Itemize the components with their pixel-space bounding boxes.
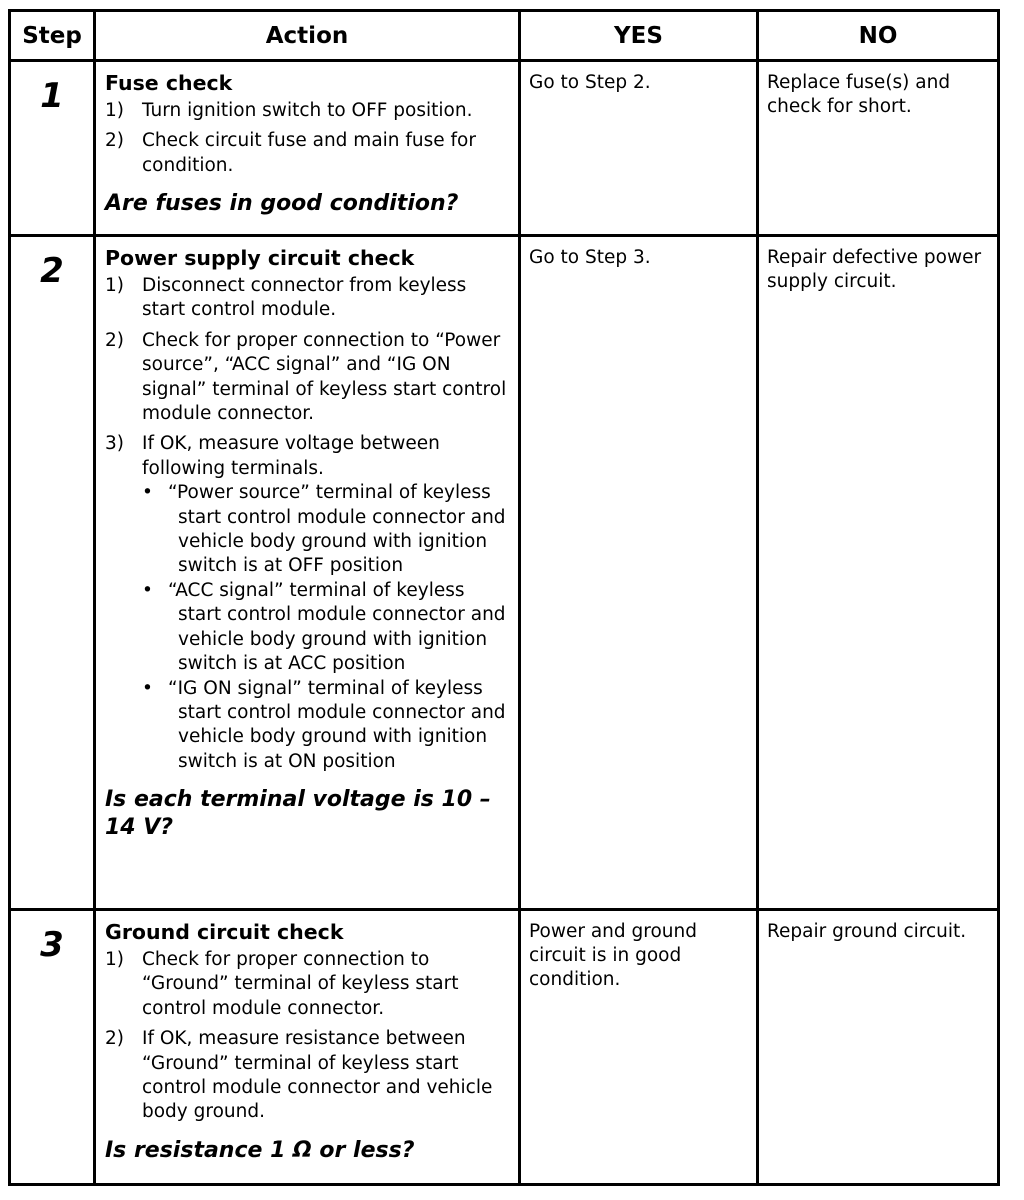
action-steps — [105, 99, 510, 178]
step-text: Check for proper connection to “Power source”, “ACC signal” and “IG ON signal” terminal of keyless start control module connector. — [142, 329, 507, 425]
step-number: 2 — [40, 251, 64, 291]
action-step — [105, 129, 510, 178]
action-step — [105, 99, 510, 123]
bullet-icon: • — [142, 482, 153, 504]
terminal-item — [142, 481, 510, 579]
no-cell — [758, 236, 999, 910]
step-cell — [10, 910, 95, 1185]
terminal-item — [142, 579, 510, 677]
header-row — [10, 11, 999, 61]
check-question: Is resistance 1 Ω or less? — [105, 1137, 415, 1163]
table-row — [10, 910, 999, 1185]
step-text: If OK, measure voltage between following terminals. — [142, 433, 440, 479]
step-index: 3) — [105, 433, 124, 455]
terminal-text: “ACC signal” terminal of keyless start control module connector and vehicle body ground with ignition switch is at ACC position — [168, 579, 506, 675]
action-steps — [105, 274, 510, 774]
terminal-text: “IG ON signal” terminal of keyless start control module connector and vehicle body ground with ignition switch is at ON position — [168, 677, 506, 772]
yes-result: Go to Step 3. — [529, 247, 651, 268]
no-result: Repair defective power supply circuit. — [767, 247, 982, 292]
yes-result: Go to Step 2. — [529, 72, 651, 93]
yes-cell — [520, 61, 758, 236]
action-title: Ground circuit check — [105, 920, 344, 944]
step-text: Disconnect connector from keyless start control module. — [142, 275, 467, 321]
action-step — [105, 1027, 510, 1125]
header-no: NO — [758, 11, 999, 61]
table-row — [10, 236, 999, 910]
action-steps — [105, 948, 510, 1125]
step-text: Turn ignition switch to OFF position. — [142, 100, 473, 121]
terminal-item — [142, 677, 510, 775]
action-cell — [95, 61, 520, 236]
step-cell — [10, 236, 95, 910]
action-step — [105, 948, 510, 1021]
action-step — [105, 274, 510, 323]
step-index: 2) — [105, 329, 124, 351]
yes-cell — [520, 910, 758, 1185]
step-index: 2) — [105, 1028, 124, 1050]
no-cell — [758, 61, 999, 236]
bullet-icon: • — [142, 677, 153, 699]
step-text: If OK, measure resistance between “Ground” terminal of keyless start control module connector and vehicle body ground. — [142, 1028, 493, 1123]
header-step: Step — [10, 11, 95, 61]
action-cell — [95, 910, 520, 1185]
no-result: Repair ground circuit. — [767, 921, 967, 942]
yes-cell — [520, 236, 758, 910]
step-index: 1) — [105, 100, 124, 121]
check-question: Is each terminal voltage is 10 – 14 V? — [105, 787, 491, 841]
table-row — [10, 61, 999, 236]
bullet-icon: • — [142, 579, 153, 601]
step-index: 1) — [105, 275, 124, 296]
action-title: Power supply circuit check — [105, 246, 415, 270]
step-cell — [10, 61, 95, 236]
action-title: Fuse check — [105, 71, 233, 95]
header-action: Action — [95, 11, 520, 61]
check-question: Are fuses in good condition? — [105, 191, 459, 217]
no-result: Replace fuse(s) and check for short. — [767, 72, 951, 117]
step-index: 1) — [105, 949, 124, 970]
step-text: Check circuit fuse and main fuse for condition. — [142, 130, 476, 176]
step-index: 2) — [105, 130, 124, 152]
troubleshooting-table — [8, 9, 1000, 1186]
yes-result: Power and ground circuit is in good condition. — [529, 921, 697, 990]
no-cell — [758, 910, 999, 1185]
step-number: 3 — [40, 925, 64, 965]
terminal-list — [142, 481, 510, 774]
action-step — [105, 329, 510, 427]
terminal-text: “Power source” terminal of keyless start control module connector and vehicle body ground with ignition switch is at OFF position — [168, 482, 506, 577]
header-yes: YES — [520, 11, 758, 61]
action-cell — [95, 236, 520, 910]
step-text: Check for proper connection to “Ground” terminal of keyless start control module connector. — [142, 949, 459, 1019]
action-step — [105, 432, 510, 774]
step-number: 1 — [40, 76, 64, 116]
